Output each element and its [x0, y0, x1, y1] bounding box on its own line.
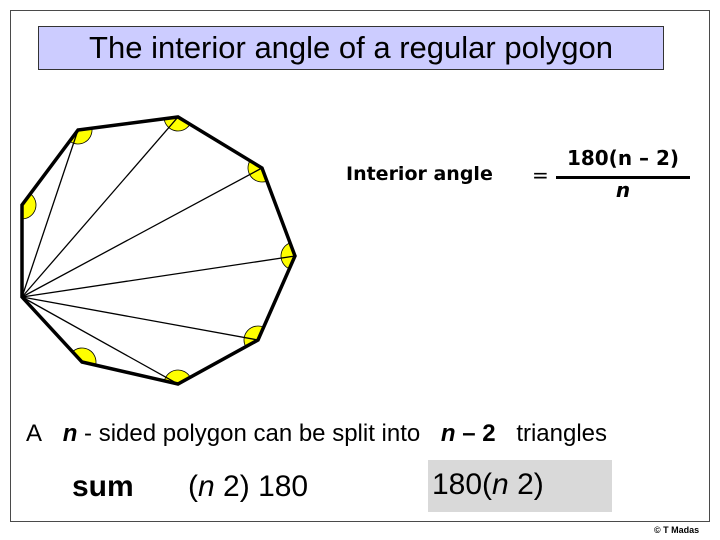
- split-suffix: triangles: [516, 420, 608, 447]
- sum-label: [72, 470, 134, 504]
- sum-two-paren: 2): [223, 470, 250, 503]
- diagonal-line: [22, 297, 178, 384]
- split-middle: - sided polygon can be split into: [84, 420, 421, 447]
- formula-numerator: [556, 146, 690, 170]
- result-n: n: [492, 468, 509, 501]
- result-suffix: 2): [517, 468, 544, 501]
- sum-result: [432, 468, 544, 502]
- split-var-n: n: [62, 420, 78, 447]
- equals-sign: =: [532, 163, 549, 187]
- sum-expression: [188, 470, 308, 504]
- slide-title: The interior angle of a regular polygon: [38, 26, 664, 70]
- split-var-n2: n: [440, 420, 456, 447]
- formula-denominator: n: [615, 178, 631, 202]
- split-statement: [26, 420, 607, 448]
- sum-180: 180: [258, 470, 309, 503]
- diagonal-line: [22, 168, 262, 297]
- result-prefix: 180(: [432, 468, 493, 501]
- sum-word: sum: [72, 470, 134, 503]
- split-prefix: A: [26, 420, 43, 447]
- numerator-text: 180(n – 2): [566, 146, 680, 170]
- split-minus-two: – 2: [462, 420, 496, 447]
- diagonal-line: [22, 117, 178, 297]
- sum-n: n: [198, 470, 215, 503]
- interior-angle-label: Interior angle: [346, 163, 493, 185]
- credit-text: © T Madas: [654, 525, 700, 535]
- diagonal-line: [22, 256, 295, 297]
- sum-open-paren: (: [188, 470, 198, 503]
